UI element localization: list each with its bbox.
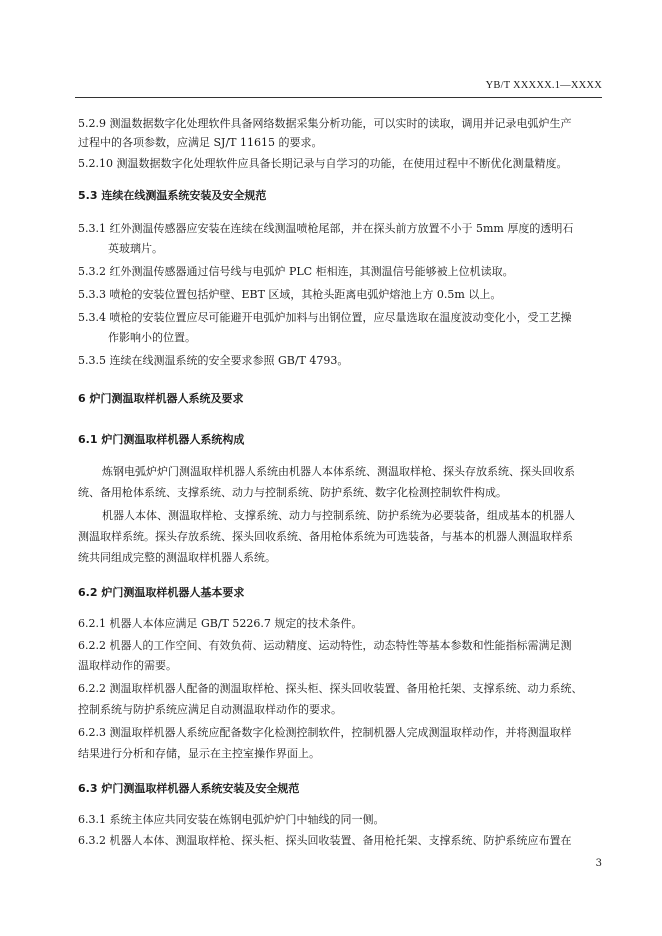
clause-5-2-10: 5.2.10 测温数据数字化处理软件应具备长期记录与自学习的功能，在使用过程中不断优化测量精度。: [78, 157, 568, 170]
section-6-1-para-2-line-3: 统共同组成完整的测温取样机器人系统。: [78, 551, 276, 564]
document-code-header: YB/T XXXXX.1—XXXX: [485, 80, 602, 91]
clause-5-3-1-line-2: 英玻璃片。: [108, 242, 163, 255]
clause-5-3-3: 5.3.3 喷枪的安装位置包括炉壁、EBT 区域，其枪头距离电弧炉熔池上方 0.5m 以上。: [78, 288, 502, 301]
clause-6-2-2b-line-1: 6.2.2 测温取样机器人配备的测温取样枪、探头柜、探头回收装置、备用枪托架、支撑系统、动力系统、: [78, 682, 583, 695]
clause-6-2-2b-line-2: 控制系统与防护系统应满足自动测温取样动作的要求。: [78, 703, 342, 716]
section-6-1-para-2-line-1: 机器人本体、测温取样枪、支撑系统、动力与控制系统、防护系统为必要装备，组成基本的机器人: [102, 509, 575, 522]
section-6-3-heading: 6.3 炉门测温取样机器人系统安装及安全规范: [78, 782, 300, 795]
section-6-1-para-1-line-2: 统、备用枪体系统、支撑系统、动力与控制系统、防护系统、数字化检测控制软件构成。: [78, 486, 507, 499]
clause-5-2-9-line-1: 5.2.9 测温数据数字化处理软件具备网络数据采集分析功能，可以实时的读取，调用并记录电弧炉生产: [78, 117, 572, 130]
clause-6-2-3-line-2: 结果进行分析和存储，显示在主控室操作界面上。: [78, 747, 320, 760]
section-6-1-heading: 6.1 炉门测温取样机器人系统构成: [78, 433, 245, 446]
clause-6-2-2-line-2: 温取样动作的需要。: [78, 659, 177, 672]
section-6-1-para-1-line-1: 炼钢电弧炉炉门测温取样机器人系统由机器人本体系统、测温取样枪、探头存放系统、探头回收系: [102, 465, 575, 478]
clause-5-3-2: 5.3.2 红外测温传感器通过信号线与电弧炉 PLC 柜相连，其测温信号能够被上位机读取。: [78, 265, 514, 278]
section-6-1-para-2-line-2: 测温取样系统。探头存放系统、探头回收系统、备用枪体系统为可选装备，与基本的机器人测温取样系: [78, 530, 573, 543]
section-6-2-heading: 6.2 炉门测温取样机器人基本要求: [78, 586, 245, 599]
clause-6-3-1: 6.3.1 系统主体应共同安装在炼钢电弧炉炉门中轴线的同一侧。: [78, 813, 385, 826]
header-rule: [75, 97, 602, 98]
clause-6-2-3-line-1: 6.2.3 测温取样机器人系统应配备数字化检测控制软件，控制机器人完成测温取样动作，并将测温取样: [78, 726, 572, 739]
section-5-3-heading: 5.3 连续在线测温系统安装及安全规范: [78, 189, 267, 202]
clause-5-2-9-line-2: 过程中的各项参数，应满足 SJ/T 11615 的要求。: [78, 136, 323, 149]
page-number: 3: [595, 858, 602, 869]
clause-6-2-1: 6.2.1 机器人本体应满足 GB/T 5226.7 规定的技术条件。: [78, 617, 363, 630]
clause-6-3-2-line-1: 6.3.2 机器人本体、测温取样枪、探头柜、探头回收装置、备用枪托架、支撑系统、防护系统应布置在: [78, 834, 572, 847]
chapter-6-heading: 6 炉门测温取样机器人系统及要求: [78, 392, 244, 405]
clause-5-3-4-line-1: 5.3.4 喷枪的安装位置应尽可能避开电弧炉加料与出钢位置，应尽量选取在温度波动变化小，受工艺操: [78, 311, 572, 324]
clause-5-3-1-line-1: 5.3.1 红外测温传感器应安装在连续在线测温喷枪尾部，并在探头前方放置不小于 5mm 厚度的透明石: [78, 222, 574, 235]
clause-5-3-5: 5.3.5 连续在线测温系统的安全要求参照 GB/T 4793。: [78, 354, 349, 367]
clause-6-2-2-line-1: 6.2.2 机器人的工作空间、有效负荷、运动精度、运动特性，动态特性等基本参数和性能指标需满足测: [78, 639, 572, 652]
clause-5-3-4-line-2: 作影响小的位置。: [108, 331, 196, 344]
